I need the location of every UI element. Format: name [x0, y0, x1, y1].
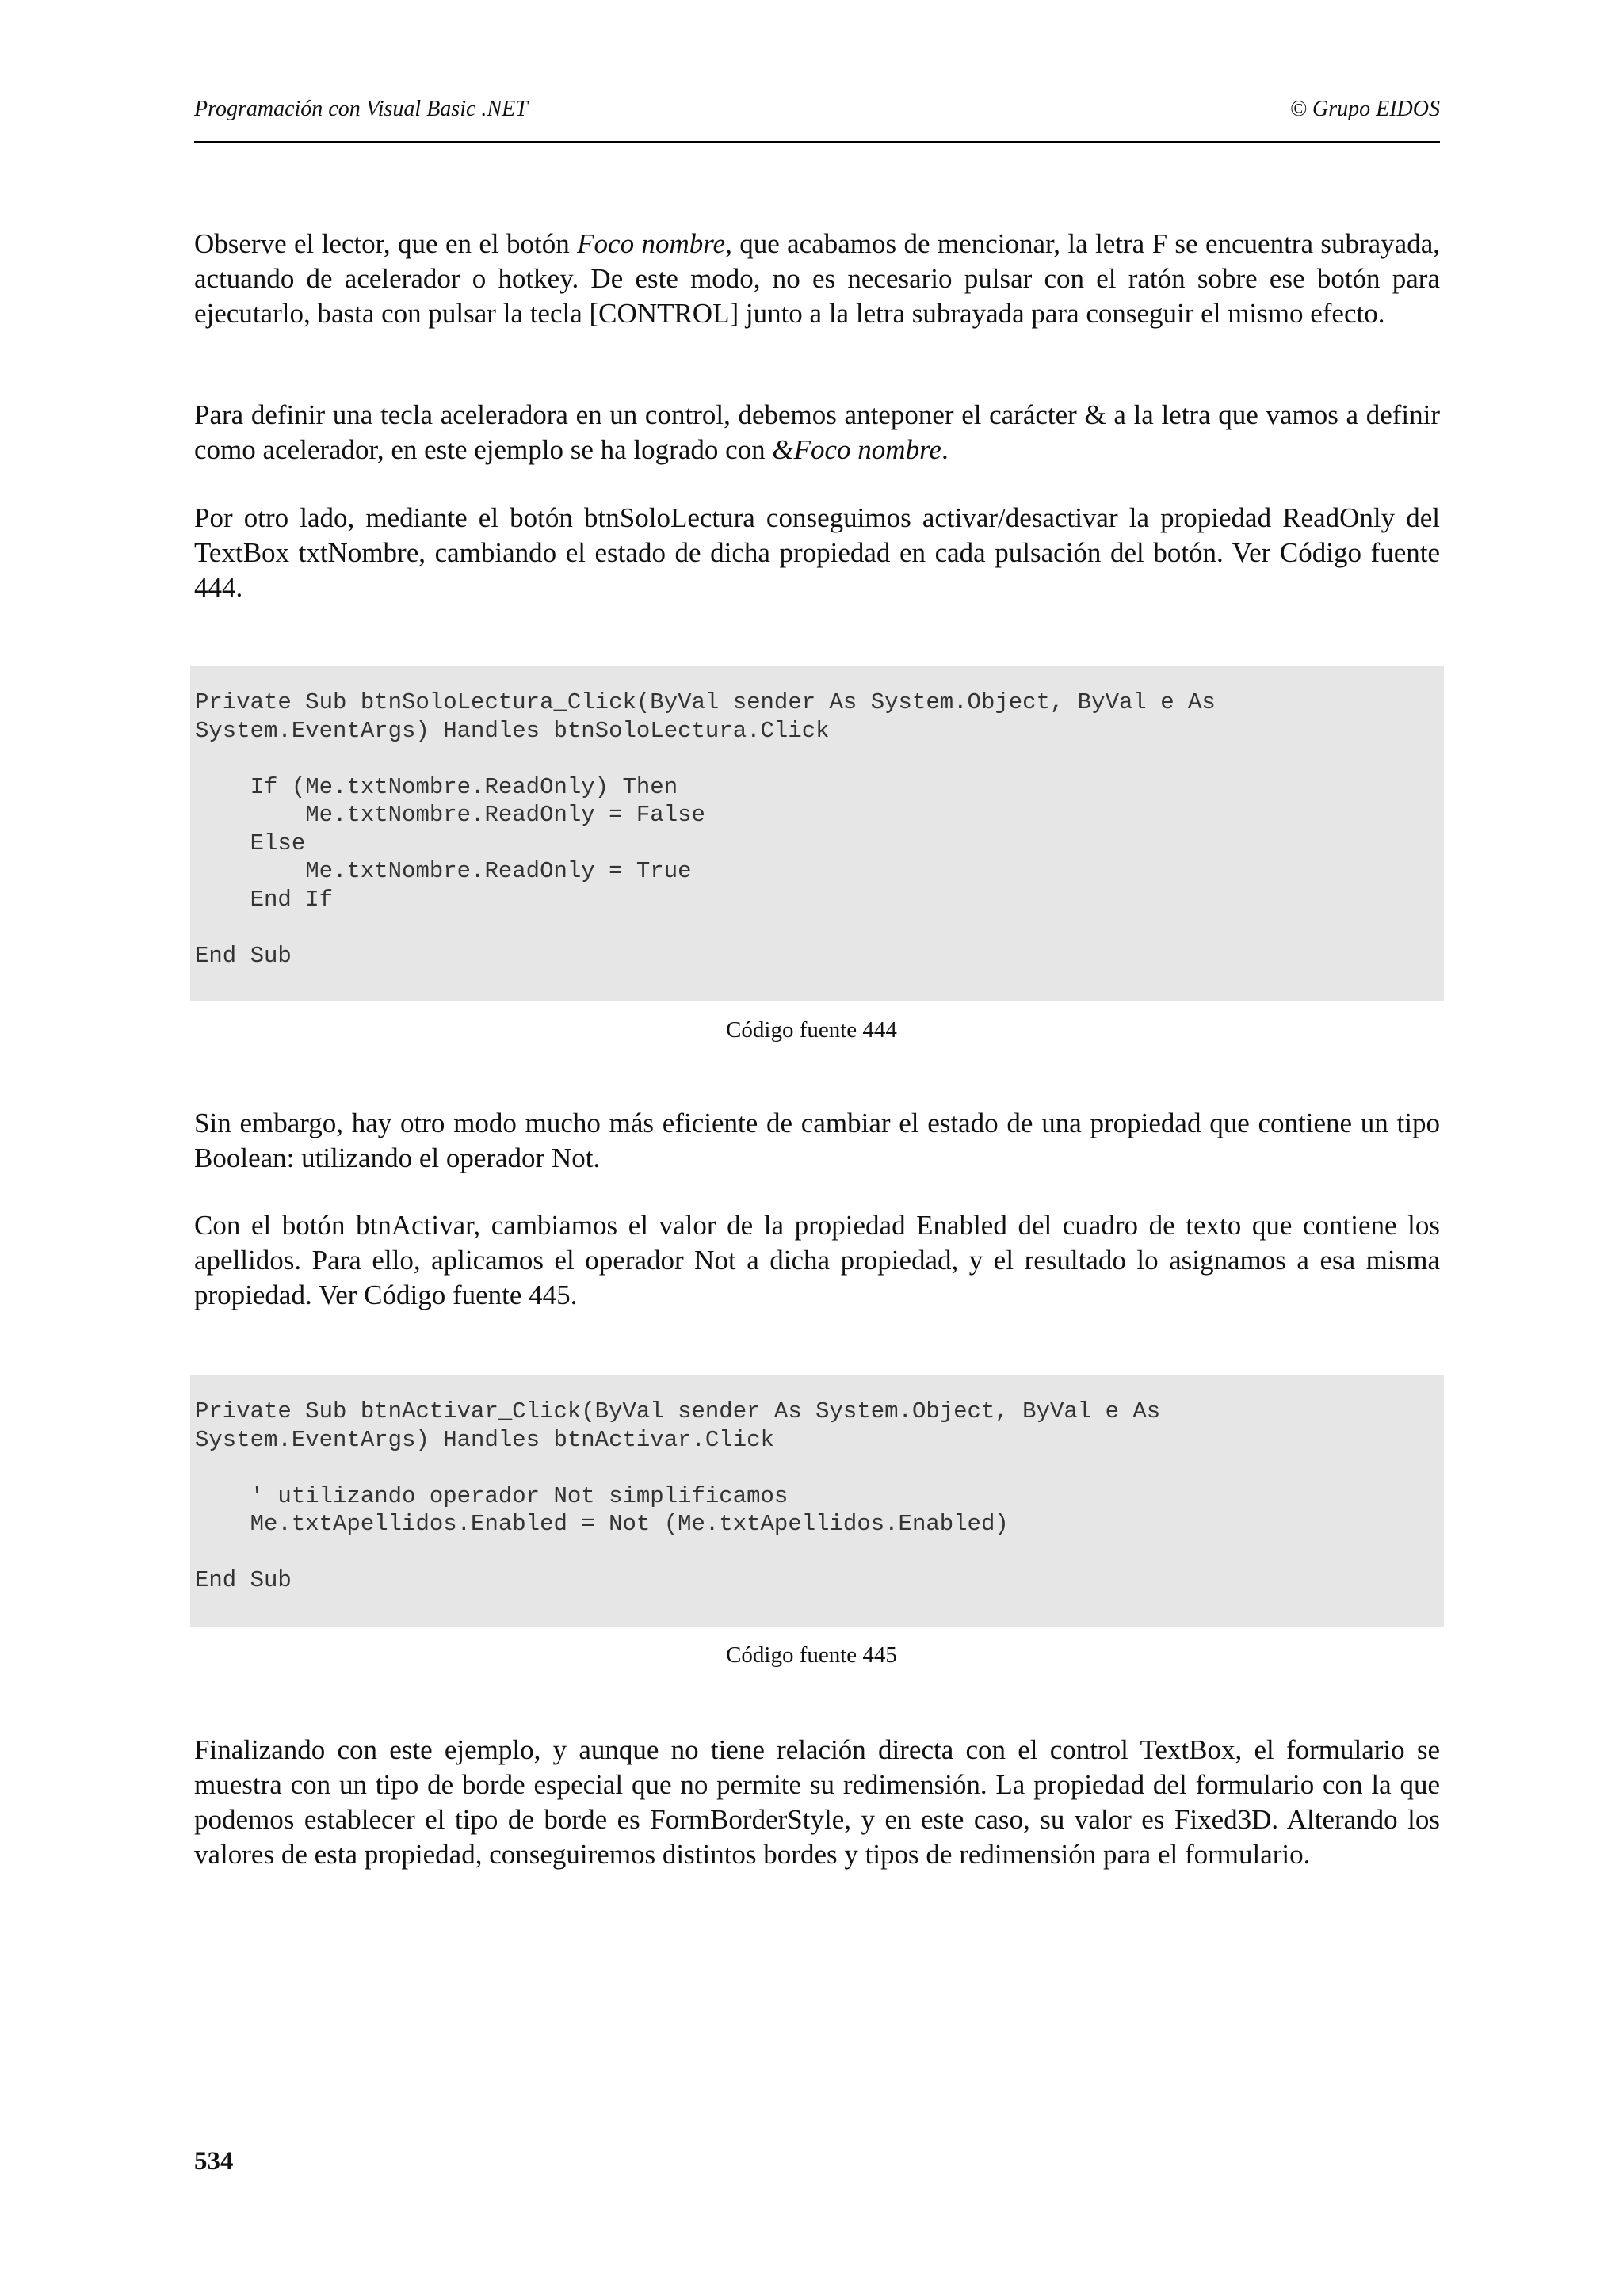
code-line: Me.txtNombre.ReadOnly = False: [195, 802, 705, 828]
paragraph-text: Para definir una tecla aceleradora en un control, debemos anteponer el carácter & a la letra que vamos a definir como acelerador, en este ejemplo se ha logrado con: [194, 399, 1440, 465]
code-line: Private Sub btnActivar_Click(ByVal sender As System.Object, ByVal e As: [195, 1398, 1161, 1425]
code-line: [195, 1539, 1444, 1567]
paragraph-hotkey: [194, 227, 1440, 331]
paragraph-text: , que acabamos de mencionar, la letra F se encuentra subrayada, actuando de acelerador o hotkey. De este modo, no es necesario pulsar con el ratón sobre ese botón para ejecutarlo, basta con pulsar la tecla [CONTROL] junto a la letra subrayada para conseguir el mismo efecto.: [194, 228, 1440, 329]
code-caption-444: Código fuente 444: [726, 1017, 897, 1043]
code-line: Me.txtNombre.ReadOnly = True: [195, 858, 692, 884]
code-line: System.EventArgs) Handles btnActivar.Click: [195, 1426, 774, 1453]
paragraph-readonly: Por otro lado, mediante el botón btnSoloLectura conseguimos activar/desactivar la propiedad ReadOnly del TextBox txtNombre, cambiando el estado de dicha propiedad en cada pulsación del botón. Ver Código fuente 444.: [194, 502, 1440, 603]
paragraph-form-border: Finalizando con este ejemplo, y aunque no tiene relación directa con el control TextBox, el formulario se muestra con un tipo de borde especial que no permite su redimensión. La propiedad del formulario con la que podemos establecer el tipo de borde es FormBorderStyle, y en este caso, su valor es Fixed3D. Alterando los valores de esta propiedad, conseguiremos distintos bordes y tipos de redimensión para el formulario.: [194, 1734, 1440, 1870]
code-block-445: [190, 1375, 1444, 1627]
header-publisher: © Grupo EIDOS: [1289, 97, 1440, 121]
paragraph-not-operator: Sin embargo, hay otro modo mucho más eficiente de cambiar el estado de una propiedad que contiene un tipo Boolean: utilizando el operador Not.: [194, 1108, 1440, 1173]
code-line: ' utilizando operador Not simplificamos: [195, 1482, 789, 1509]
code-line: If (Me.txtNombre.ReadOnly) Then: [195, 773, 678, 800]
page-number: 534: [194, 2147, 234, 2176]
code-block-444: [190, 666, 1444, 1001]
code-line: Private Sub btnSoloLectura_Click(ByVal sender As System.Object, ByVal e As: [195, 689, 1216, 715]
code-line: Else: [195, 830, 306, 856]
code-line: [195, 745, 1444, 773]
paragraph-text: Observe el lector, que en el botón: [194, 228, 578, 259]
header-book-title: Programación con Visual Basic .NET: [194, 97, 528, 121]
code-line: [195, 913, 1444, 942]
code-line: Me.txtApellidos.Enabled = Not (Me.txtApellidos.Enabled): [195, 1511, 1009, 1537]
code-caption-445: Código fuente 445: [726, 1642, 897, 1668]
paragraph-text: .: [941, 434, 949, 465]
paragraph-btnactivar: Con el botón btnActivar, cambiamos el valor de la propiedad Enabled del cuadro de texto que contiene los apellidos. Para ello, aplicamos el operador Not a dicha propiedad, y el resultado lo asignamos a esa misma propiedad. Ver Código fuente 445.: [194, 1210, 1440, 1310]
paragraph-emphasis: Foco nombre: [577, 228, 726, 259]
code-line: End If: [195, 886, 334, 913]
code-line: [195, 1454, 1444, 1482]
running-header: [194, 97, 1440, 143]
paragraph-emphasis: &Foco nombre: [772, 434, 941, 465]
code-line: System.EventArgs) Handles btnSoloLectura.Click: [195, 717, 830, 744]
code-line: End Sub: [195, 942, 292, 969]
paragraph-accelerator: [194, 398, 1440, 467]
code-line: End Sub: [195, 1567, 292, 1593]
